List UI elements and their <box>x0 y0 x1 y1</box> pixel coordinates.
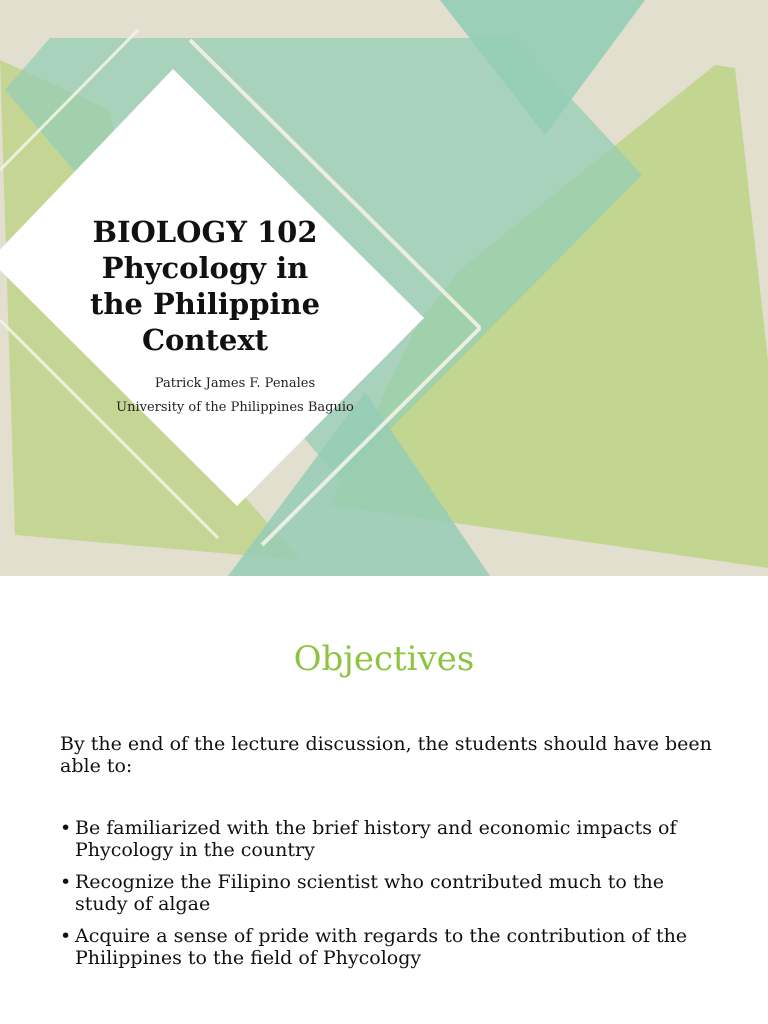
objective-text: Recognize the Filipino scientist who contributed much to the study of algae <box>75 871 664 915</box>
objective-item <box>60 925 710 969</box>
objective-text: Acquire a sense of pride with regards to the contribution of the Philippines to the field of Phycology <box>75 925 688 969</box>
title-line-3: the Philippine <box>89 287 321 321</box>
objective-item <box>60 871 710 915</box>
presentation-title <box>60 214 350 358</box>
institution-name: University of the Philippines Baguio <box>116 400 354 415</box>
bullet-icon: • <box>60 925 72 947</box>
objective-item <box>60 817 710 861</box>
bullet-icon: • <box>60 817 72 839</box>
author-name: Patrick James F. Penales <box>154 376 316 391</box>
title-line-4: Context <box>141 323 269 357</box>
objectives-intro: By the end of the lecture discussion, the students should have been able to: <box>60 733 712 777</box>
objectives-heading: Objectives <box>293 639 475 679</box>
bullet-icon: • <box>60 871 72 893</box>
objectives-list <box>60 817 710 979</box>
title-line-1: BIOLOGY 102 <box>92 215 318 249</box>
title-line-2: Phycology in <box>101 251 309 285</box>
objective-text: Be familiarized with the brief history and economic impacts of Phycology in the country <box>75 817 677 861</box>
objectives-slide <box>0 576 768 1024</box>
